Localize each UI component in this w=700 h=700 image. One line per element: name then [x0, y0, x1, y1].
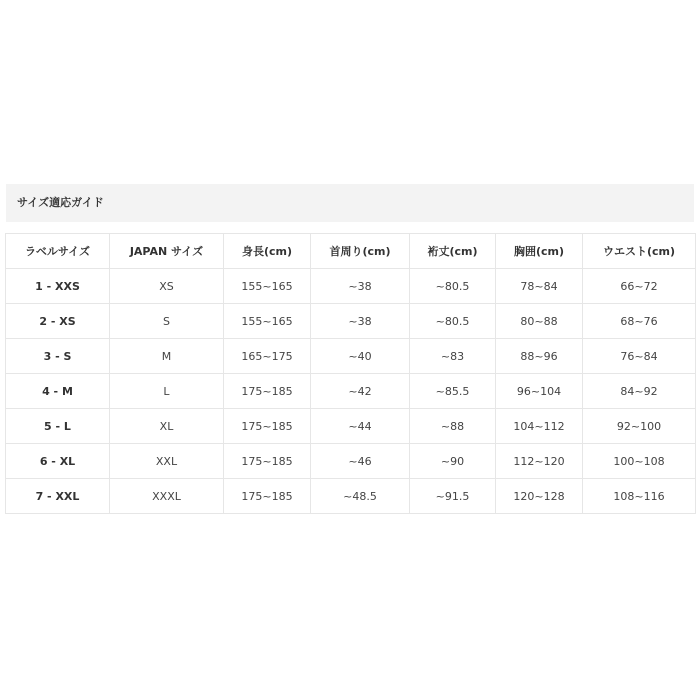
sleeve-cell: ~88: [410, 409, 496, 444]
japan-size-cell: XXXL: [110, 479, 224, 514]
label-size-cell: 3 - S: [6, 339, 110, 374]
table-row: [6, 444, 696, 479]
neck-cell: ~38: [311, 304, 410, 339]
chest-cell: 120~128: [496, 479, 583, 514]
header-height: 身長(cm): [224, 234, 311, 269]
header-neck: 首周り(cm): [311, 234, 410, 269]
waist-cell: 108~116: [583, 479, 696, 514]
waist-cell: 100~108: [583, 444, 696, 479]
label-size-cell: 1 - XXS: [6, 269, 110, 304]
height-cell: 155~165: [224, 269, 311, 304]
chest-cell: 96~104: [496, 374, 583, 409]
waist-cell: 68~76: [583, 304, 696, 339]
label-size-cell: 7 - XXL: [6, 479, 110, 514]
label-size-cell: 4 - M: [6, 374, 110, 409]
height-cell: 165~175: [224, 339, 311, 374]
neck-cell: ~44: [311, 409, 410, 444]
chest-cell: 80~88: [496, 304, 583, 339]
size-table: [5, 233, 696, 514]
japan-size-cell: XXL: [110, 444, 224, 479]
header-japan-size: JAPAN サイズ: [110, 234, 224, 269]
table-row: [6, 269, 696, 304]
label-size-cell: 2 - XS: [6, 304, 110, 339]
sleeve-cell: ~90: [410, 444, 496, 479]
sleeve-cell: ~80.5: [410, 304, 496, 339]
sleeve-cell: ~85.5: [410, 374, 496, 409]
sleeve-cell: ~80.5: [410, 269, 496, 304]
sleeve-cell: ~91.5: [410, 479, 496, 514]
table-row: [6, 374, 696, 409]
table-row: [6, 339, 696, 374]
sleeve-cell: ~83: [410, 339, 496, 374]
header-chest: 胸囲(cm): [496, 234, 583, 269]
chest-cell: 104~112: [496, 409, 583, 444]
chest-cell: 88~96: [496, 339, 583, 374]
header-waist: ウエスト(cm): [583, 234, 696, 269]
neck-cell: ~48.5: [311, 479, 410, 514]
neck-cell: ~40: [311, 339, 410, 374]
japan-size-cell: L: [110, 374, 224, 409]
waist-cell: 66~72: [583, 269, 696, 304]
height-cell: 155~165: [224, 304, 311, 339]
neck-cell: ~42: [311, 374, 410, 409]
japan-size-cell: M: [110, 339, 224, 374]
japan-size-cell: XL: [110, 409, 224, 444]
waist-cell: 92~100: [583, 409, 696, 444]
neck-cell: ~46: [311, 444, 410, 479]
japan-size-cell: S: [110, 304, 224, 339]
height-cell: 175~185: [224, 374, 311, 409]
table-row: [6, 409, 696, 444]
waist-cell: 76~84: [583, 339, 696, 374]
height-cell: 175~185: [224, 479, 311, 514]
japan-size-cell: XS: [110, 269, 224, 304]
height-cell: 175~185: [224, 444, 311, 479]
label-size-cell: 6 - XL: [6, 444, 110, 479]
table-row: [6, 304, 696, 339]
header-sleeve: 裄丈(cm): [410, 234, 496, 269]
neck-cell: ~38: [311, 269, 410, 304]
label-size-cell: 5 - L: [6, 409, 110, 444]
table-row: [6, 479, 696, 514]
height-cell: 175~185: [224, 409, 311, 444]
size-guide-title: サイズ適応ガイド: [6, 184, 694, 222]
chest-cell: 112~120: [496, 444, 583, 479]
chest-cell: 78~84: [496, 269, 583, 304]
waist-cell: 84~92: [583, 374, 696, 409]
table-header-row: [6, 234, 696, 269]
header-label-size: ラベルサイズ: [6, 234, 110, 269]
